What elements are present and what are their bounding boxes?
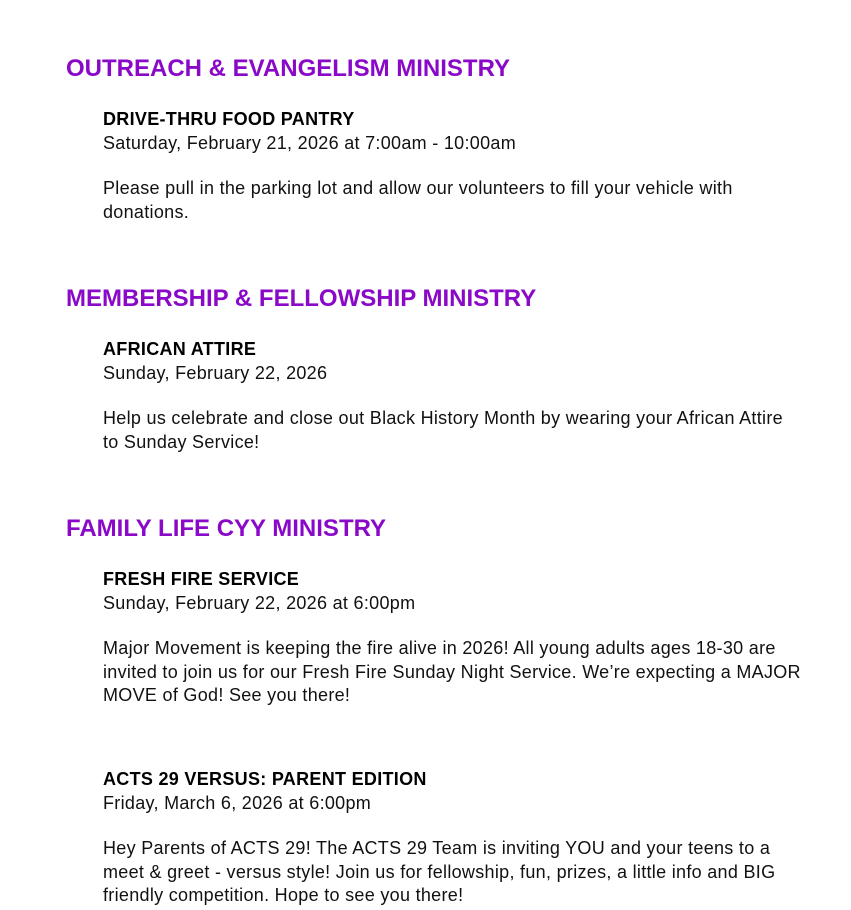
event-drive-thru-food-pantry [103, 107, 803, 224]
event-title: AFRICAN ATTIRE [103, 339, 257, 359]
event-african-attire [103, 337, 803, 454]
ministry-section-family-life [66, 515, 826, 543]
event-description: Help us celebrate and close out Black History Month by wearing your African Attire to Sunday Service! [103, 408, 783, 452]
ministry-heading: MEMBERSHIP & FELLOWSHIP MINISTRY [66, 285, 537, 312]
event-description: Major Movement is keeping the fire alive in 2026! All young adults ages 18-30 are invited to join us for our Fresh Fire Sunday Night Service. We’re expecting a MAJOR MOVE of God! See you there! [103, 638, 801, 705]
event-acts-29-versus [103, 767, 803, 908]
event-title: ACTS 29 VERSUS: PARENT EDITION [103, 769, 427, 789]
ministry-section-membership [66, 285, 826, 313]
ministry-section-outreach [66, 55, 826, 83]
event-description: Please pull in the parking lot and allow our volunteers to fill your vehicle with donations. [103, 178, 733, 222]
event-title: DRIVE-THRU FOOD PANTRY [103, 109, 355, 129]
event-date: Friday, March 6, 2026 at 6:00pm [103, 793, 372, 813]
event-date: Saturday, February 21, 2026 at 7:00am - 10:00am [103, 133, 516, 153]
event-date: Sunday, February 22, 2026 at 6:00pm [103, 593, 416, 613]
event-description: Hey Parents of ACTS 29! The ACTS 29 Team is inviting YOU and your teens to a meet & greet - versus style! Join us for fellowship, fun, prizes, a little info and BIG friendly competition. Hope to see you there! [103, 838, 776, 905]
event-date: Sunday, February 22, 2026 [103, 363, 328, 383]
event-fresh-fire-service [103, 567, 803, 708]
event-title: FRESH FIRE SERVICE [103, 569, 300, 589]
ministry-heading: OUTREACH & EVANGELISM MINISTRY [66, 55, 511, 82]
ministry-heading: FAMILY LIFE CYY MINISTRY [66, 515, 387, 542]
